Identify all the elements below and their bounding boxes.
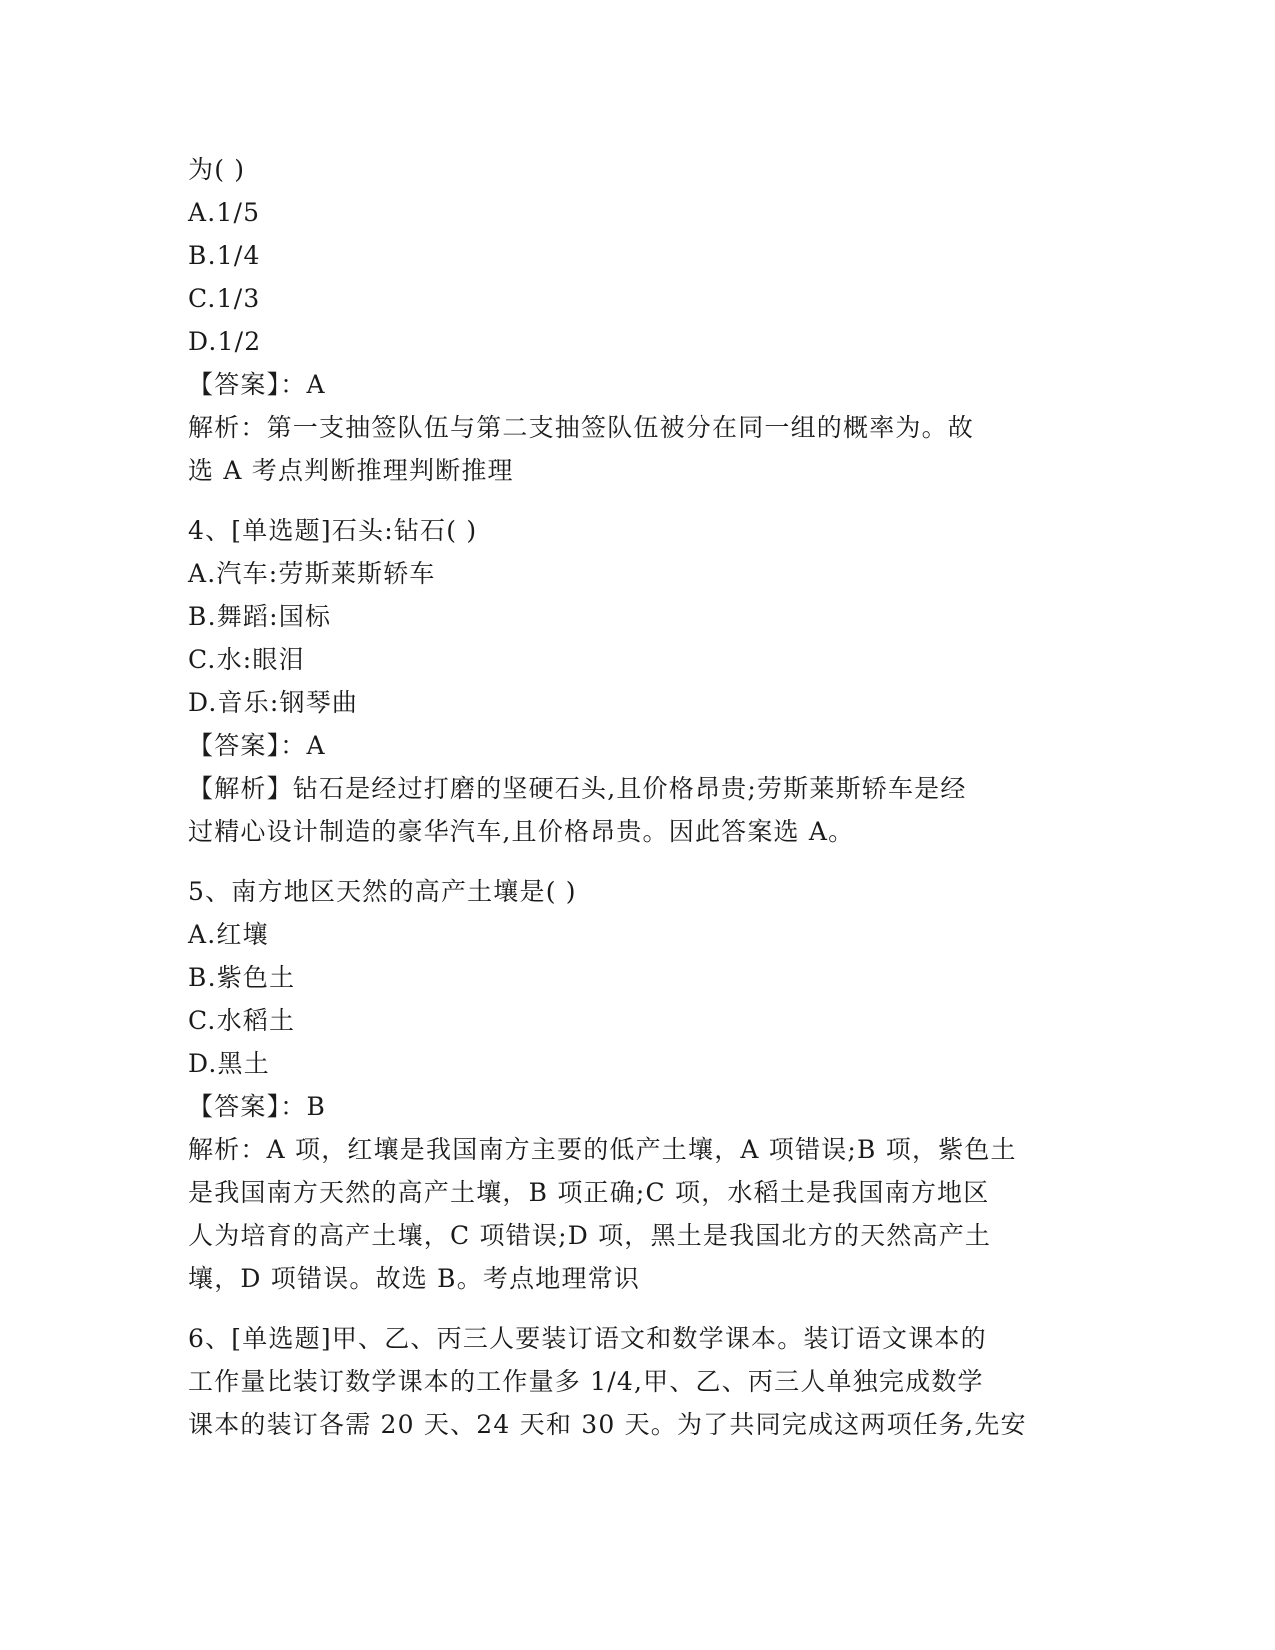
explanation-line: 壤，D 项错误。故选 B。考点地理常识 <box>188 1264 641 1293</box>
explanation-line: 人为培育的高产土壤，C 项错误;D 项，黑土是我国北方的天然高产土 <box>188 1221 992 1250</box>
option-a: A.红壤 <box>188 920 269 949</box>
question-stem: 6、[单选题]甲、乙、丙三人要装订语文和数学课本。装订语文课本的 <box>188 1324 987 1353</box>
option-a: A.汽车:劳斯莱斯轿车 <box>188 559 436 588</box>
explanation-line: 过精心设计制造的豪华汽车,且价格昂贵。因此答案选 A。 <box>188 817 855 846</box>
explanation-line: 选 A 考点判断推理判断推理 <box>188 456 514 485</box>
block-spacer <box>188 1300 1088 1317</box>
explanation-line: 是我国南方天然的高产土壤，B 项正确;C 项，水稻土是我国南方地区 <box>188 1178 990 1207</box>
option-d: D.音乐:钢琴曲 <box>188 688 359 717</box>
question-stem: 5、南方地区天然的高产土壤是( ) <box>188 877 577 906</box>
question-4 <box>188 509 1088 853</box>
option-d: D.1/2 <box>188 327 262 356</box>
question-stem: 工作量比装订数学课本的工作量多 1/4,甲、乙、丙三人单独完成数学 <box>188 1367 984 1396</box>
question-6 <box>188 1317 1088 1446</box>
answer-line: 【答案】：A <box>188 370 326 399</box>
question-3-tail <box>188 148 1088 492</box>
explanation-line: 解析：第一支抽签队伍与第二支抽签队伍被分在同一组的概率为。故 <box>188 413 975 442</box>
question-stem: 为( ) <box>188 155 246 184</box>
option-b: B.紫色土 <box>188 963 296 992</box>
question-stem: 课本的装订各需 20 天、24 天和 30 天。为了共同完成这两项任务,先安 <box>188 1410 1027 1439</box>
document-page <box>188 148 1088 1446</box>
explanation-line: 【解析】钻石是经过打磨的坚硬石头,且价格昂贵;劳斯莱斯轿车是经 <box>188 774 967 803</box>
block-spacer <box>188 853 1088 870</box>
question-5 <box>188 870 1088 1300</box>
block-spacer <box>188 492 1088 509</box>
option-c: C.水:眼泪 <box>188 645 305 674</box>
answer-line: 【答案】：A <box>188 731 326 760</box>
question-stem: 4、[单选题]石头:钻石( ) <box>188 516 478 545</box>
option-b: B.舞蹈:国标 <box>188 602 332 631</box>
explanation-line: 解析：A 项，红壤是我国南方主要的低产土壤，A 项错误;B 项，紫色土 <box>188 1135 1017 1164</box>
answer-line: 【答案】：B <box>188 1092 327 1121</box>
option-a: A.1/5 <box>188 198 261 227</box>
option-c: C.1/3 <box>188 284 261 313</box>
option-b: B.1/4 <box>188 241 261 270</box>
option-c: C.水稻土 <box>188 1006 296 1035</box>
option-d: D.黑土 <box>188 1049 270 1078</box>
